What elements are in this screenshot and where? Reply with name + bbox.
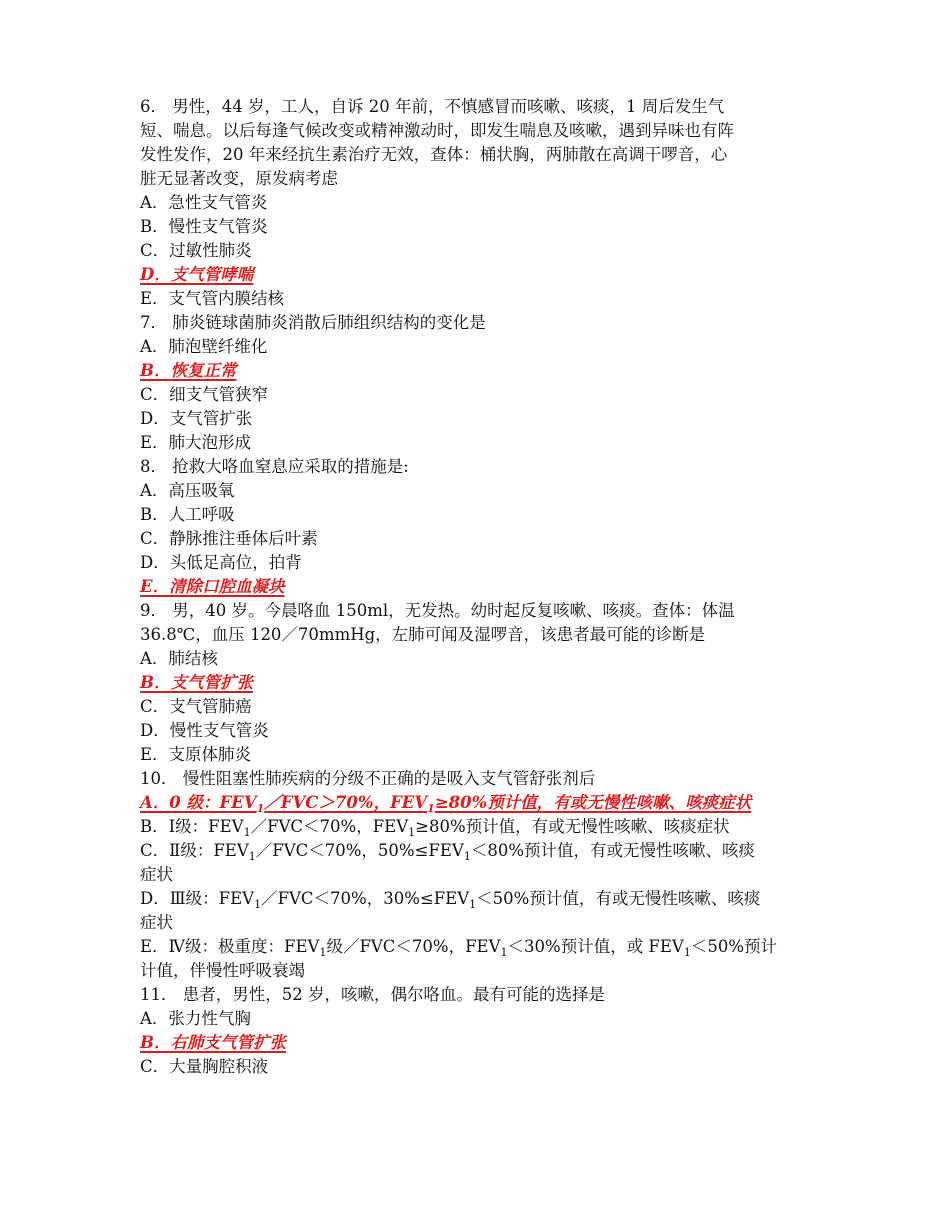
q10-d-part-1: D．Ⅲ级：FEV <box>140 889 255 908</box>
q8-option-b: B．人工呼吸 <box>140 505 235 524</box>
q10-stem: 10． 慢性阻塞性肺疾病的分级不正确的是吸入支气管舒张剂后 <box>140 769 596 788</box>
q10-b-sub-1: 1 <box>243 826 251 839</box>
q10-e-sub-3: 1 <box>683 946 691 959</box>
q11-option-b-answer <box>140 1031 812 1055</box>
q10-b-part-1: B．Ⅰ级：FEV <box>140 817 244 836</box>
question-page <box>140 95 812 1079</box>
q7-stem: 7． 肺炎链球菌肺炎消散后肺组织结构的变化是 <box>140 313 486 332</box>
q8-option-c: C．静脉推注垂体后叶素 <box>140 529 318 548</box>
q10-option-d-line-1 <box>140 887 812 911</box>
q7-option-e: E．肺大泡形成 <box>140 433 252 452</box>
q11-option-c: C．大量胸腔积液 <box>140 1057 269 1076</box>
q10-b-part-3: ≥80%预计值，有或无慢性咳嗽、咳痰症状 <box>415 817 730 836</box>
q8-option-e-answer <box>140 575 812 599</box>
q10-answer-text <box>140 793 752 815</box>
q10-c-sub-2: 1 <box>463 850 471 863</box>
q10-b-sub-2: 1 <box>408 826 416 839</box>
q8-stem: 8． 抢救大咯血窒息应采取的措施是: <box>140 457 409 476</box>
q10-d-part-2: ／FVC＜70%，30%≤FEV <box>261 889 470 908</box>
q10-e-part-1: E．Ⅳ级：极重度：FEV <box>140 937 320 956</box>
q10-a-part-3: ≥80%预计值，有或无慢性咳嗽、咳痰症状 <box>434 793 752 812</box>
q7-option-c: C．细支气管狭窄 <box>140 385 269 404</box>
q9-stem-line-1: 9． 男，40 岁。今晨咯血 150ml，无发热。幼时起反复咳嗽、咳痰。查体：体温 <box>140 601 735 620</box>
q9-option-e: E．支原体肺炎 <box>140 745 252 764</box>
q10-option-e-line-1 <box>140 935 812 959</box>
q7-option-b-answer <box>140 359 812 383</box>
q10-b-part-2: ／FVC＜70%，FEV <box>250 817 409 836</box>
q10-option-c-line-2: 症状 <box>140 865 173 884</box>
q10-e-part-3: ＜30%预计值，或 FEV <box>507 937 684 956</box>
q10-e-sub-1: 1 <box>319 946 327 959</box>
q11-option-a: A．张力性气胸 <box>140 1009 251 1028</box>
q10-a-sub-1: 1 <box>256 802 265 815</box>
q6-stem-line-3: 发性发作，20 年来经抗生素治疗无效，查体：桶状胸，两肺散在高调干啰音，心 <box>140 145 728 164</box>
q9-stem-line-2: 36.8℃，血压 120／70mmHg，左肺可闻及湿啰音，该患者最可能的诊断是 <box>140 625 706 644</box>
q7-option-a: A．肺泡壁纤维化 <box>140 337 268 356</box>
q10-c-part-2: ／FVC＜70%，50%≤FEV <box>255 841 464 860</box>
q7-option-d: D．支气管扩张 <box>140 409 253 428</box>
q6-option-b: B．慢性支气管炎 <box>140 217 268 236</box>
q6-option-c: C．过敏性肺炎 <box>140 241 252 260</box>
q10-e-part-4: ＜50%预计 <box>690 937 778 956</box>
q7-answer-text: B．恢复正常 <box>140 361 237 380</box>
q9-option-c: C．支气管肺癌 <box>140 697 252 716</box>
q6-stem-line-4: 脏无显著改变，原发病考虑 <box>140 169 338 188</box>
q6-option-d-answer <box>140 263 812 287</box>
q10-a-sub-2: 1 <box>427 802 435 815</box>
q9-option-b-answer <box>140 671 812 695</box>
q10-option-e-line-2: 计值，伴慢性呼吸衰竭 <box>140 961 305 980</box>
q10-e-sub-2: 1 <box>500 946 508 959</box>
q6-answer-text: D．支气管哮喘 <box>140 265 254 284</box>
q8-option-a: A．高压吸氧 <box>140 481 235 500</box>
q10-c-part-3: ＜80%预计值，有或无慢性咳嗽、咳痰 <box>470 841 756 860</box>
q10-option-b <box>140 815 812 839</box>
q11-stem: 11． 患者，男性，52 岁，咳嗽，偶尔咯血。最有可能的选择是 <box>140 985 605 1004</box>
q10-e-part-2: 级／FVC＜70%，FEV <box>326 937 501 956</box>
q10-option-c-line-1 <box>140 839 812 863</box>
q10-option-d-line-2: 症状 <box>140 913 173 932</box>
q11-answer-text: B．右肺支气管扩张 <box>140 1033 286 1052</box>
q10-d-sub-2: 1 <box>469 898 477 911</box>
q9-option-a: A．肺结核 <box>140 649 218 668</box>
q6-option-e: E．支气管内膜结核 <box>140 289 285 308</box>
q10-option-a-answer <box>140 791 812 815</box>
q10-c-part-1: C．Ⅱ级：FEV <box>140 841 249 860</box>
q6-stem-line-1: 6． 男性，44 岁，工人，自诉 20 年前，不慎感冒而咳嗽、咳痰，1 周后发生气 <box>140 97 725 116</box>
q10-a-part-1: A．0 级：FEV <box>140 793 257 812</box>
q6-stem-line-2: 短、喘息。以后每逢气候改变或精神激动时，即发生喘息及咳嗽，遇到异味也有阵 <box>140 121 734 140</box>
q8-answer-text: E．清除口腔血凝块 <box>140 577 285 596</box>
q10-a-part-2: ／FVC＞70%，FEV <box>264 793 428 812</box>
q10-d-part-3: ＜50%预计值，有或无慢性咳嗽、咳痰 <box>476 889 761 908</box>
q10-d-sub-1: 1 <box>254 898 262 911</box>
q9-answer-text: B．支气管扩张 <box>140 673 253 692</box>
q6-option-a: A．急性支气管炎 <box>140 193 268 212</box>
q8-option-d: D．头低足高位，拍背 <box>140 553 302 572</box>
q10-c-sub-1: 1 <box>248 850 256 863</box>
q9-option-d: D．慢性支气管炎 <box>140 721 269 740</box>
